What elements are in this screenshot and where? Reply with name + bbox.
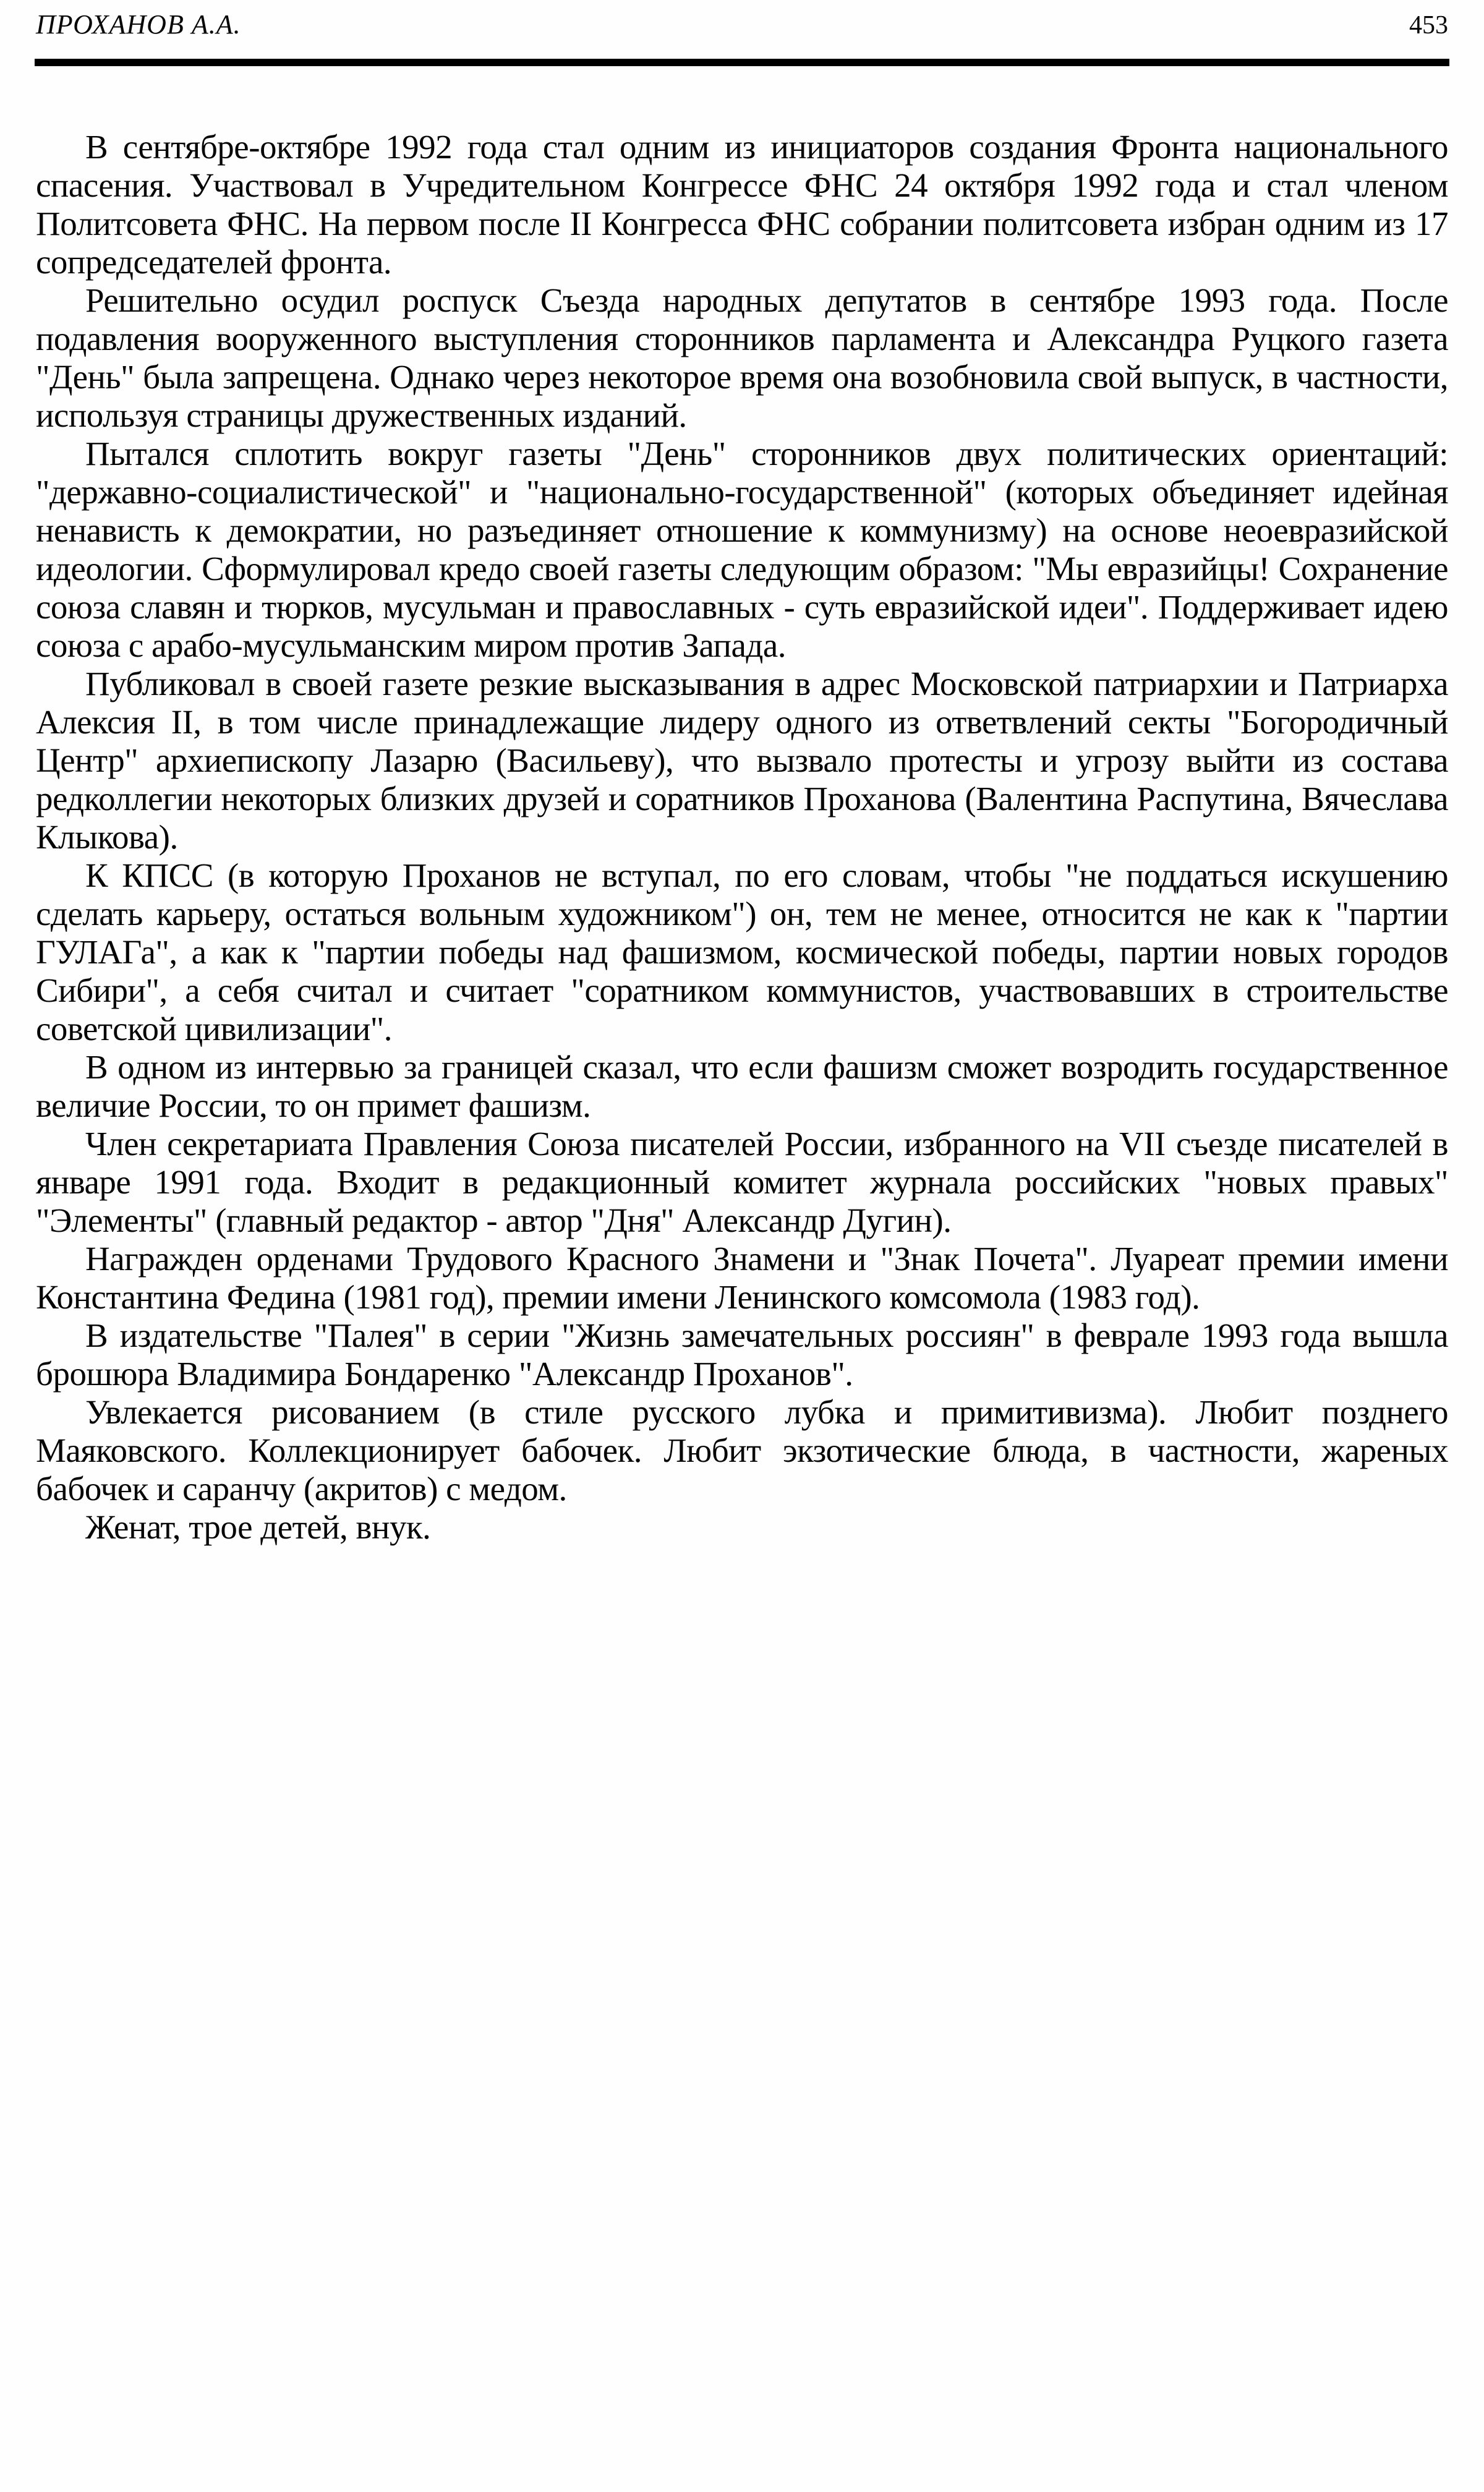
paragraph: Пытался сплотить вокруг газеты "День" сторонников двух политических ориентаций: "державно-социалистической" и "национально-государственной" (которых объединяет идейная ненависть к демократии, но разъединяет отношение к коммунизму) на основе неоевразийской идеологии. Сформулировал кредо своей газеты следующим образом: "Мы евразийцы! Сохранение союза славян и тюрков, мусульман и православных - суть евразийской идеи". Поддерживает идею союза с арабо-мусульманским миром против Запада. xyxy=(36,435,1448,664)
paragraph: Решительно осудил роспуск Съезда народных депутатов в сентябре 1993 года. После подавления вооруженного выступления сторонников парламента и Александра Руцкого газета "День" была запрещена. Однако через некоторое время она возобновила свой выпуск, в частности, используя страницы дружественных изданий. xyxy=(36,281,1448,434)
biography-text xyxy=(36,128,1448,1547)
running-title: ПРОХАНОВ А.А. xyxy=(36,9,241,40)
paragraph: Член секретариата Правления Союза писателей России, избранного на VII съезде писателей в январе 1991 года. Входит в редакционный комитет журнала российских "новых правых" "Элементы" (главный редактор - автор "Дня" Александр Дугин). xyxy=(36,1125,1448,1239)
paragraph: Женат, трое детей, внук. xyxy=(85,1508,431,1546)
paragraph: В одном из интервью за границей сказал, что если фашизм сможет возродить государственное величие России, то он примет фашизм. xyxy=(36,1048,1448,1124)
running-header xyxy=(0,0,1484,40)
paragraph: В сентябре-октябре 1992 года стал одним из инициаторов создания Фронта национального спасения. Участвовал в Учредительном Конгрессе ФНС 24 октября 1992 года и стал членом Политсовета ФНС. На первом после II Конгресса ФНС собрании политсовета избран одним из 17 сопредседателей фронта. xyxy=(36,128,1448,281)
paragraph: Публиковал в своей газете резкие высказывания в адрес Московской патриархии и Патриарха Алексия II, в том числе принадлежащие лидеру одного из ответвлений секты "Богородичный Центр" архиепископу Лазарю (Васильеву), что вызвало протесты и угрозу выйти из состава редколлегии некоторых близких друзей и соратников Проханова (Валентина Распутина, Вячеслава Клыкова). xyxy=(36,665,1448,856)
page-number: 453 xyxy=(1409,11,1448,40)
paragraph: В издательстве "Палея" в серии "Жизнь замечательных россиян" в феврале 1993 года вышла брошюра Владимира Бондаренко "Александр Проханов". xyxy=(36,1316,1448,1393)
paragraph: К КПСС (в которую Проханов не вступал, по его словам, чтобы "не поддаться искушению сделать карьеру, остаться вольным художником") он, тем не менее, относится не как к "партии ГУЛАГа", а как к "партии победы над фашизмом, космической победы, партии новых городов Сибири", а себя считал и считает "соратником коммунистов, участвовавших в строительстве советской цивилизации". xyxy=(36,856,1448,1048)
paragraph: Награжден орденами Трудового Красного Знамени и "Знак Почета". Луареат премии имени Константина Федина (1981 год), премии имени Ленинского комсомола (1983 год). xyxy=(36,1240,1448,1316)
double-rule-divider xyxy=(35,59,1449,66)
paragraph: Увлекается рисованием (в стиле русского лубка и примитивизма). Любит позднего Маяковского. Коллекционирует бабочек. Любит экзотические блюда, в частности, жареных бабочек и саранчу (акритов) с медом. xyxy=(36,1393,1448,1508)
